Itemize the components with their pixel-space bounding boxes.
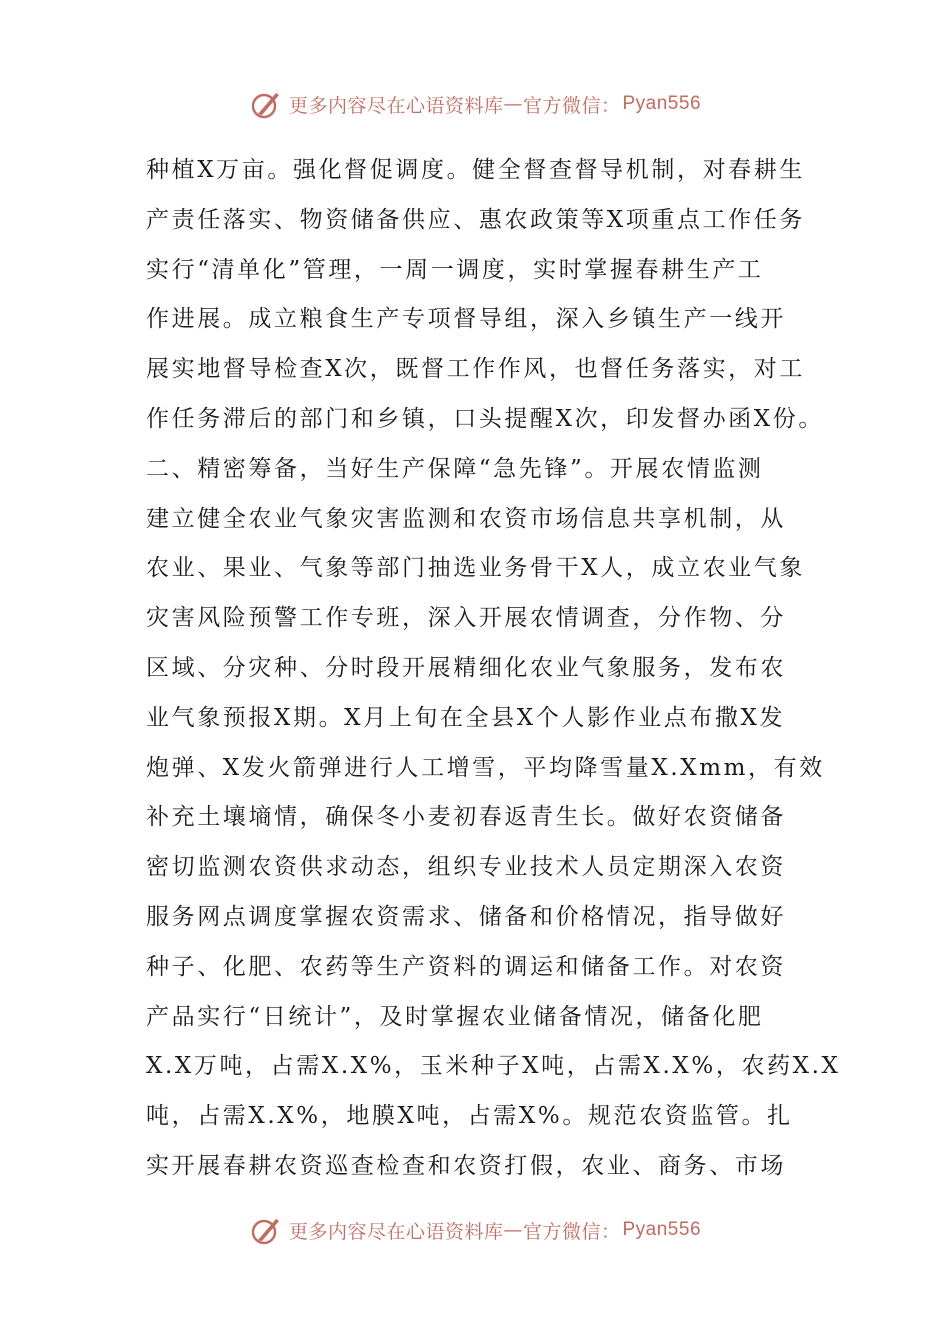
text-line: 作进展。成立粮食生产专项督导组，深入乡镇生产一线开: [146, 306, 786, 333]
text-line: 实开展春耕农资巡查检查和农资打假，农业、商务、市场: [146, 1152, 786, 1179]
watermark-brand: 更多内容尽在心语资料库: [288, 1220, 504, 1243]
text-line: 实行“清单化”管理，一周一调度，实时掌握春耕生产工: [146, 256, 764, 283]
watermark-separator: —: [503, 1219, 523, 1241]
header-watermark: [0, 84, 950, 124]
text-line: 密切监测农资供求动态，组织专业技术人员定期深入农资: [146, 854, 786, 881]
watermark-separator: —: [503, 93, 523, 115]
text-line: 展实地督导检查X次，既督工作作风，也督任务落实，对工: [146, 356, 805, 383]
text-line: 二、精密筹备，当好生产保障“急先锋”。开展农情监测: [146, 455, 764, 482]
watermark-label: 官方微信：: [522, 94, 621, 117]
document-body: [146, 146, 841, 1192]
text-line: 产品实行“日统计”，及时掌握农业储备情况，储备化肥: [146, 1003, 764, 1030]
text-line: 补充土壤墒情，确保冬小麦初春返青生长。做好农资储备: [146, 804, 786, 831]
watermark-label: 官方微信：: [522, 1220, 621, 1243]
text-line: 吨，占需X.X%，地膜X吨，占需X%。规范农资监管。扎: [146, 1103, 793, 1130]
footer-watermark: [0, 1210, 950, 1250]
quill-pen-circle-icon: [249, 1213, 283, 1247]
watermark-wechat-id: Pyan556: [622, 93, 702, 114]
text-line: X.X万吨，占需X.X%，玉米种子X吨，占需X.X%，农药X.X: [146, 1053, 841, 1080]
text-line: 炮弹、X发火箭弹进行人工增雪，平均降雪量X.Xmm，有效: [146, 754, 825, 781]
text-line: 服务网点调度掌握农资需求、储备和价格情况，指导做好: [146, 903, 786, 930]
text-line: 建立健全农业气象灾害监测和农资市场信息共享机制，从: [146, 505, 786, 532]
text-line: 区域、分灾种、分时段开展精细化农业气象服务，发布农: [146, 654, 786, 681]
text-line: 作任务滞后的部门和乡镇，口头提醒X次，印发督办函X份。: [146, 405, 824, 432]
watermark-wechat-id: Pyan556: [622, 1219, 702, 1240]
text-line: 产责任落实、物资储备供应、惠农政策等X项重点工作任务: [146, 206, 805, 233]
text-line: 种植X万亩。强化督促调度。健全督查督导机制，对春耕生: [146, 157, 805, 183]
text-line: 农业、果业、气象等部门抽选业务骨干X人，成立农业气象: [146, 555, 805, 582]
text-line: 灾害风险预警工作专班，深入开展农情调查，分作物、分: [146, 605, 786, 632]
quill-pen-circle-icon: [249, 87, 283, 121]
text-line: 业气象预报X期。X月上旬在全县X个人影作业点布撒X发: [146, 704, 786, 731]
watermark-brand: 更多内容尽在心语资料库: [288, 94, 504, 117]
text-line: 种子、化肥、农药等生产资料的调运和储备工作。对农资: [146, 953, 786, 980]
